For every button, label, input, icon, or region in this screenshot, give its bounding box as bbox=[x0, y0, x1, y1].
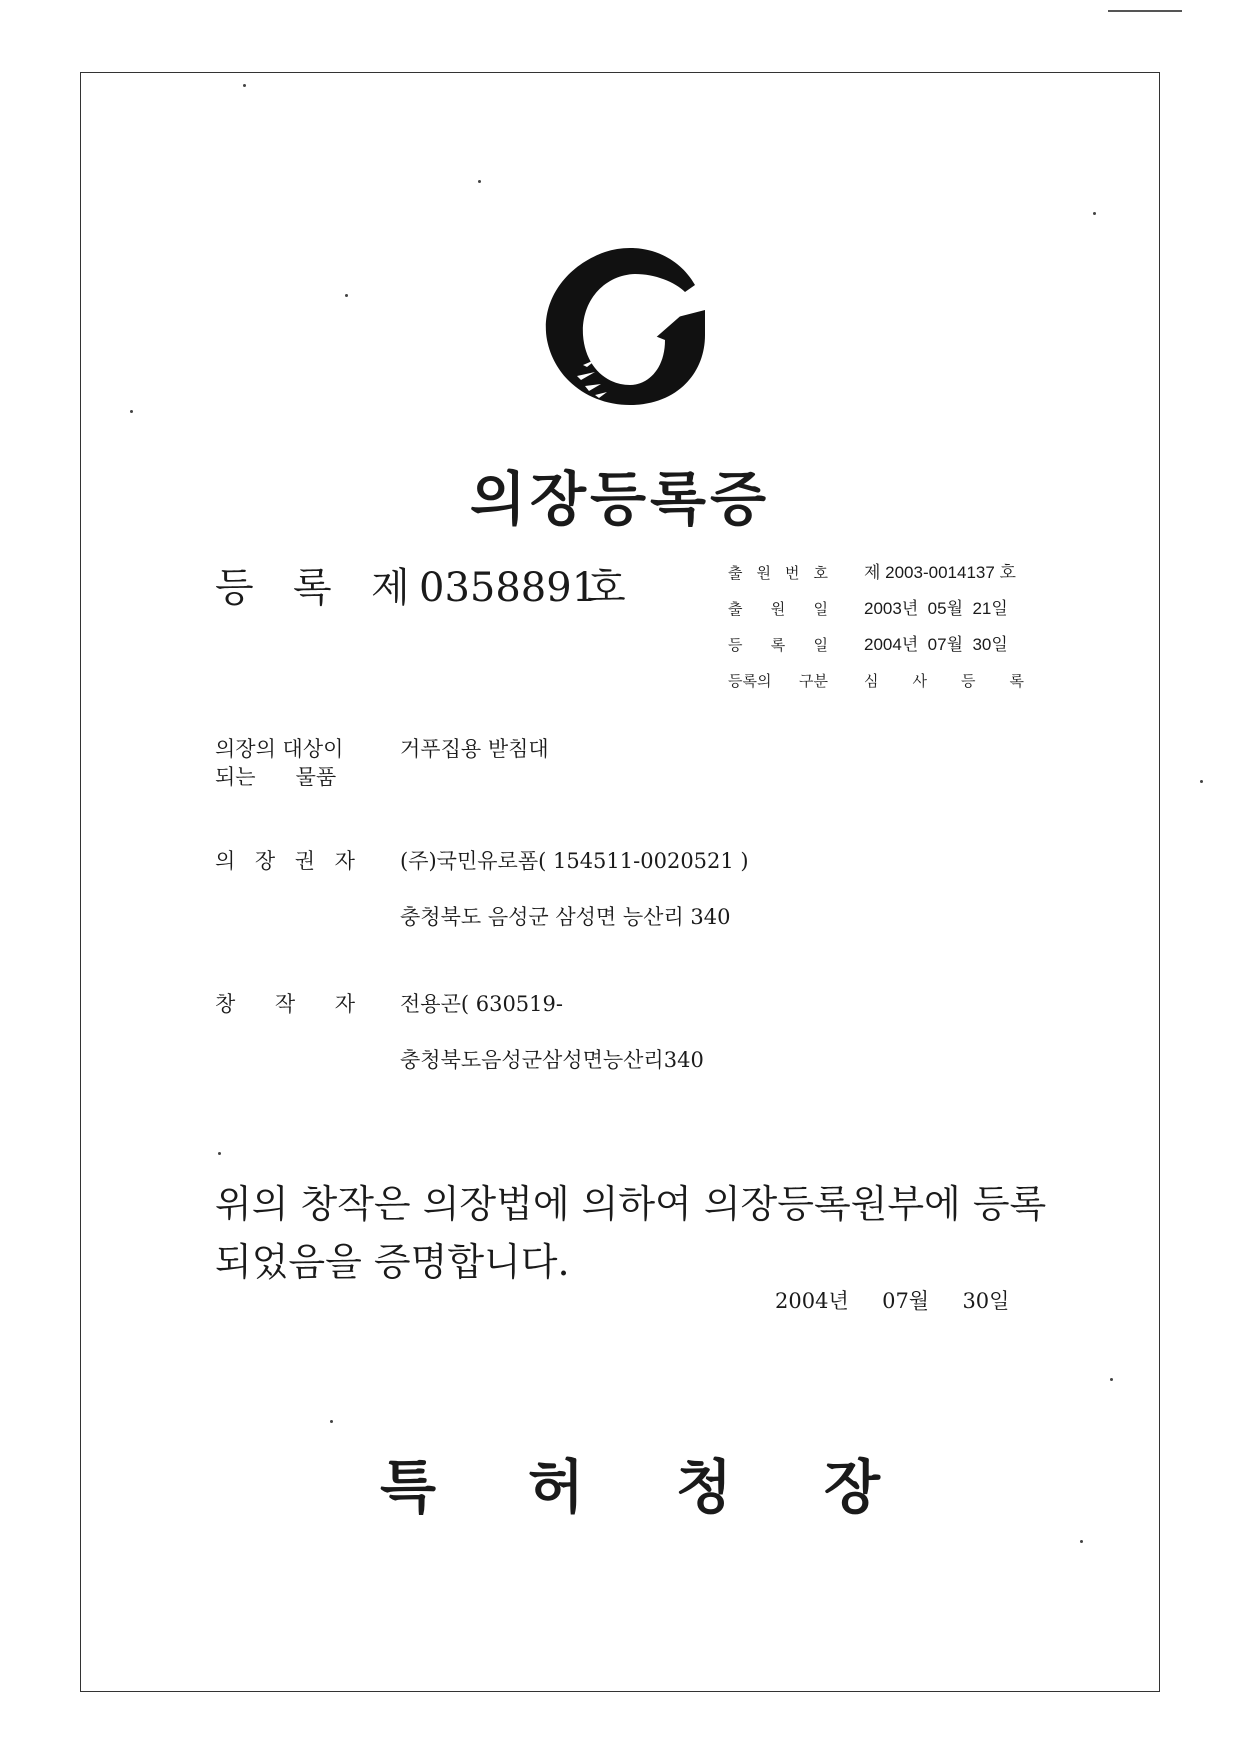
label-char: 의 bbox=[215, 849, 236, 873]
label-char: 원 bbox=[756, 564, 771, 582]
registration-prefix-char: 등 bbox=[215, 565, 254, 611]
scan-speck bbox=[1080, 1540, 1083, 1543]
document-title: 의장등록증 bbox=[469, 465, 771, 533]
application-info-table bbox=[728, 555, 1024, 699]
registration-prefix-char: 제 bbox=[371, 565, 410, 611]
info-label bbox=[728, 555, 828, 591]
label-char: 등록의 bbox=[728, 672, 772, 690]
info-row-application-date bbox=[728, 591, 1024, 627]
issuer-char: 청 bbox=[675, 1453, 732, 1521]
label-char: 장 bbox=[254, 849, 276, 873]
scan-speck bbox=[1110, 1378, 1113, 1381]
registration-prefix-char: 록 bbox=[293, 565, 332, 611]
label-char: 일 bbox=[813, 636, 828, 654]
article-label-line2: 되는 물품 bbox=[215, 765, 337, 789]
label-char: 출 bbox=[728, 564, 743, 582]
label-char: 구분 bbox=[799, 672, 828, 690]
value-char: 사 bbox=[912, 672, 927, 690]
info-value: 2003년 05월 21일 bbox=[864, 599, 1008, 618]
info-row-registration-type bbox=[728, 663, 1024, 699]
statement-line: 되었음을 증명합니다. bbox=[215, 1240, 570, 1284]
scan-speck bbox=[345, 294, 348, 297]
scan-speck bbox=[1093, 212, 1096, 215]
creator-address: 충청북도음성군삼성면능산리340 bbox=[400, 1048, 704, 1072]
info-value bbox=[864, 663, 1024, 699]
label-char: 자 bbox=[334, 992, 355, 1016]
label-char: 출 bbox=[728, 600, 743, 618]
scan-speck bbox=[130, 410, 133, 413]
owner-address: 충청북도 음성군 삼성면 능산리 340 bbox=[400, 905, 731, 929]
article-label-line1: 의장의 대상이 bbox=[215, 737, 344, 761]
scan-speck bbox=[478, 180, 481, 183]
label-char: 번 bbox=[785, 564, 800, 582]
owner-name: (주)국민유로폼( 154511-0020521 ) bbox=[400, 849, 749, 873]
info-label bbox=[728, 627, 828, 663]
label-char: 일 bbox=[813, 600, 828, 618]
certification-statement bbox=[215, 1175, 1046, 1291]
value-char: 등 bbox=[961, 672, 976, 690]
registration-number-value: 0358891 bbox=[419, 565, 598, 611]
label-char: 권 bbox=[294, 849, 316, 873]
issuer-char: 특 bbox=[380, 1453, 437, 1521]
value-char: 록 bbox=[1009, 672, 1024, 690]
statement-line: 위의 창작은 의장법에 의하여 의장등록원부에 등록 bbox=[215, 1182, 1047, 1226]
label-char: 자 bbox=[334, 849, 355, 873]
info-value: 제 2003-0014137 호 bbox=[864, 563, 1016, 582]
patent-office-emblem bbox=[535, 240, 725, 410]
scan-speck bbox=[243, 84, 246, 87]
scan-speck bbox=[330, 1420, 333, 1423]
label-char: 작 bbox=[274, 992, 296, 1016]
registration-suffix: 호 bbox=[587, 565, 626, 611]
article-value: 거푸집용 받침대 bbox=[400, 737, 549, 761]
issuer-title bbox=[380, 1440, 880, 1524]
scan-line bbox=[1108, 10, 1182, 12]
scan-speck bbox=[218, 1152, 221, 1155]
registration-number bbox=[215, 556, 626, 613]
label-char: 호 bbox=[813, 564, 828, 582]
label-char: 창 bbox=[215, 992, 236, 1016]
info-label bbox=[728, 663, 828, 699]
info-row-application-number bbox=[728, 555, 1024, 591]
issuer-char: 허 bbox=[527, 1453, 585, 1521]
value-char: 심 bbox=[864, 672, 879, 690]
label-char: 록 bbox=[770, 636, 786, 654]
label-char: 원 bbox=[770, 600, 786, 618]
info-row-registration-date bbox=[728, 627, 1024, 663]
issuer-char: 장 bbox=[823, 1453, 880, 1521]
label-char: 등 bbox=[728, 636, 743, 654]
owner-label bbox=[215, 847, 355, 875]
info-label bbox=[728, 591, 828, 627]
issue-date: 2004년 07월 30일 bbox=[775, 1289, 1010, 1313]
info-value: 2004년 07월 30일 bbox=[864, 635, 1008, 654]
creator-name: 전용곤( 630519- bbox=[400, 992, 563, 1016]
scan-speck bbox=[1200, 780, 1203, 783]
creator-label bbox=[215, 990, 355, 1018]
